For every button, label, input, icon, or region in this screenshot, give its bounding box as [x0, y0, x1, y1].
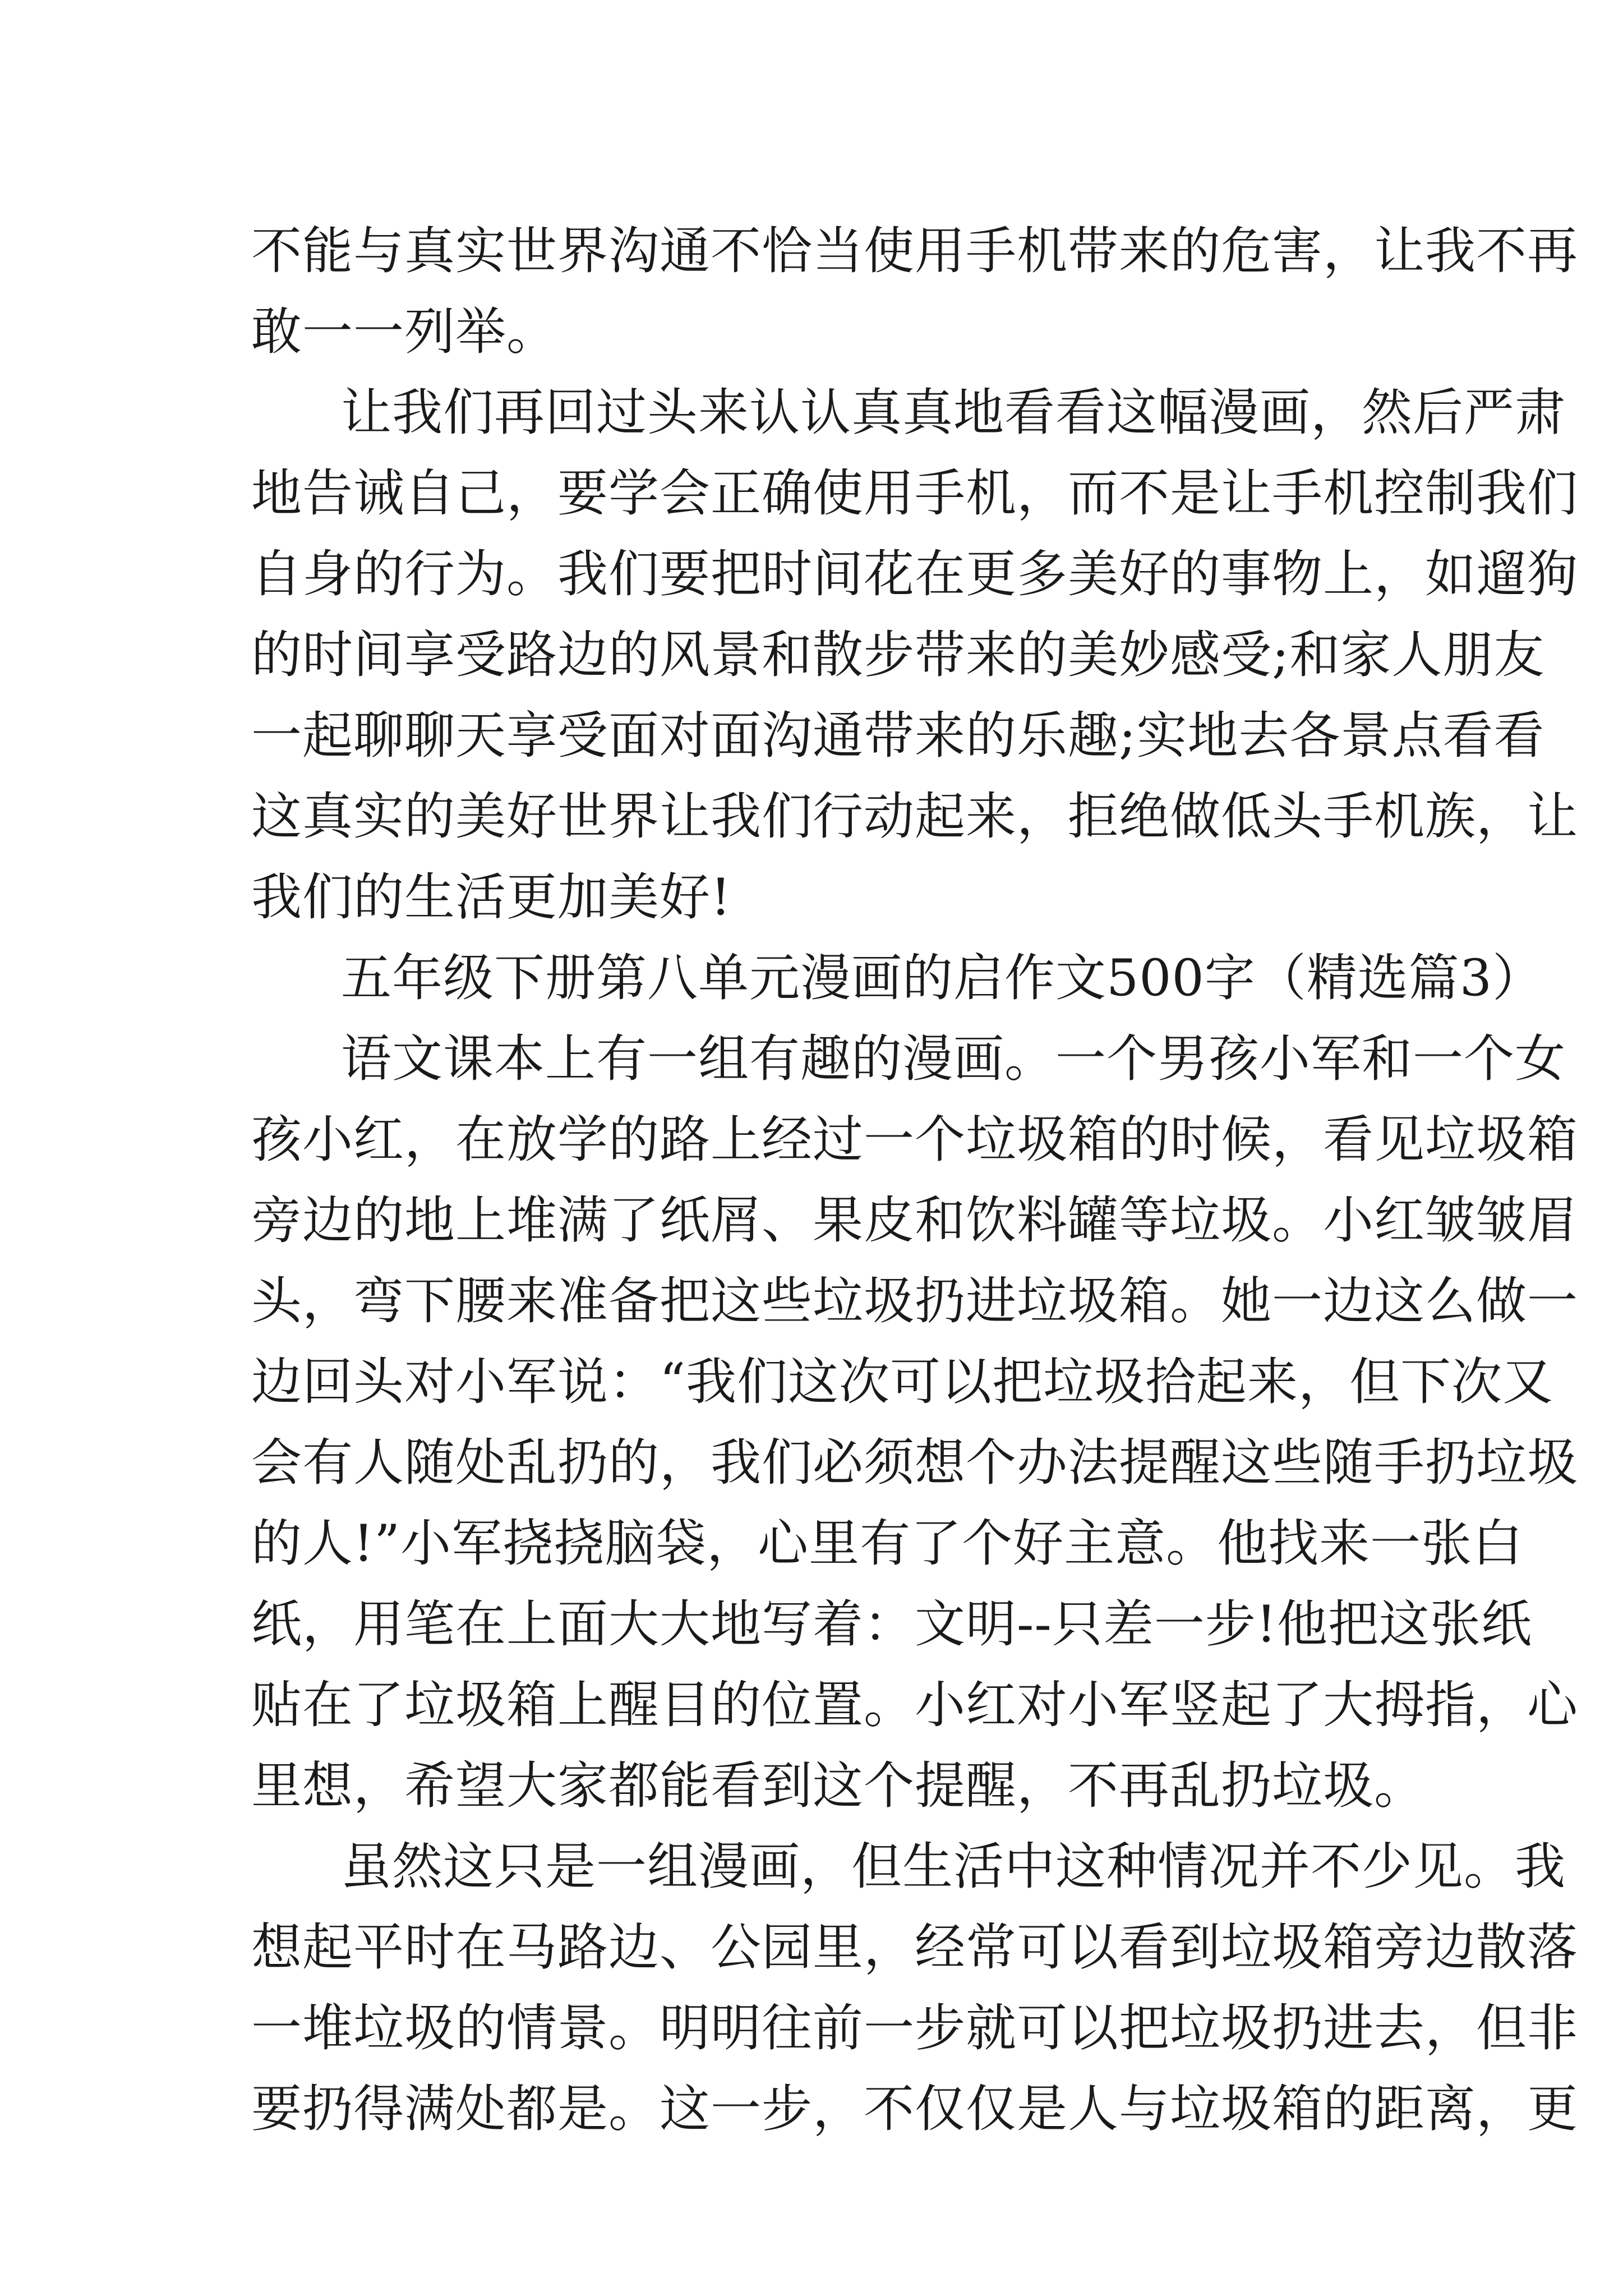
text-line: 想起平时在马路边、公园里，经常可以看到垃圾箱旁边散落	[251, 1918, 1578, 1977]
text-line: 我们的生活更加美好!	[251, 868, 732, 927]
text-line: 一堆垃圾的情景。明明往前一步就可以把垃圾扔进去，但非	[251, 1999, 1578, 2058]
text-line: 边回头对小军说：“我们这次可以把垃圾拾起来，但下次又	[251, 1352, 1554, 1411]
paragraph-start-line: 语文课本上有一组有趣的漫画。一个男孩小军和一个女	[341, 1029, 1566, 1088]
text-line: 头，弯下腰来准备把这些垃圾扔进垃圾箱。她一边这么做一	[251, 1272, 1578, 1331]
text-line: 敢一一列举。	[251, 302, 557, 361]
text-line: 的时间享受路边的风景和散步带来的美妙感受;和家人朋友	[251, 625, 1545, 684]
text-line: 贴在了垃圾箱上醒目的位置。小红对小军竖起了大拇指，心	[251, 1676, 1578, 1734]
text-line: 里想，希望大家都能看到这个提醒，不再乱扔垃圾。	[251, 1756, 1425, 1815]
text-line: 要扔得满处都是。这一步，不仅仅是人与垃圾箱的距离，更	[251, 2079, 1578, 2138]
text-line: 地告诫自己，要学会正确使用手机，而不是让手机控制我们	[251, 464, 1578, 523]
paragraph-start-line: 虽然这只是一组漫画，但生活中这种情况并不少见。我	[341, 1837, 1566, 1896]
text-line: 的人!”小军挠挠脑袋，心里有了个好主意。他找来一张白	[251, 1514, 1524, 1573]
paragraph-start-line: 让我们再回过头来认认真真地看看这幅漫画，然后严肃	[341, 383, 1566, 442]
text-line: 孩小红，在放学的路上经过一个垃圾箱的时候，看见垃圾箱	[251, 1110, 1578, 1169]
text-line: 会有人随处乱扔的，我们必须想个办法提醒这些随手扔垃圾	[251, 1433, 1578, 1492]
text-line: 自身的行为。我们要把时间花在更多美好的事物上，如遛狗	[251, 545, 1578, 604]
text-line: 这真实的美好世界让我们行动起来，拒绝做低头手机族，让	[251, 787, 1578, 846]
text-line: 一起聊聊天享受面对面沟通带来的乐趣;实地去各景点看看	[251, 706, 1545, 765]
section-heading: 五年级下册第八单元漫画的启作文500字（精选篇3）	[341, 949, 1544, 1007]
text-line: 不能与真实世界沟通不恰当使用手机带来的危害，让我不再	[251, 222, 1578, 280]
text-line: 旁边的地上堆满了纸屑、果皮和饮料罐等垃圾。小红皱皱眉	[251, 1191, 1578, 1250]
text-line: 纸，用笔在上面大大地写着：文明--只差一步!他把这张纸	[251, 1595, 1532, 1654]
